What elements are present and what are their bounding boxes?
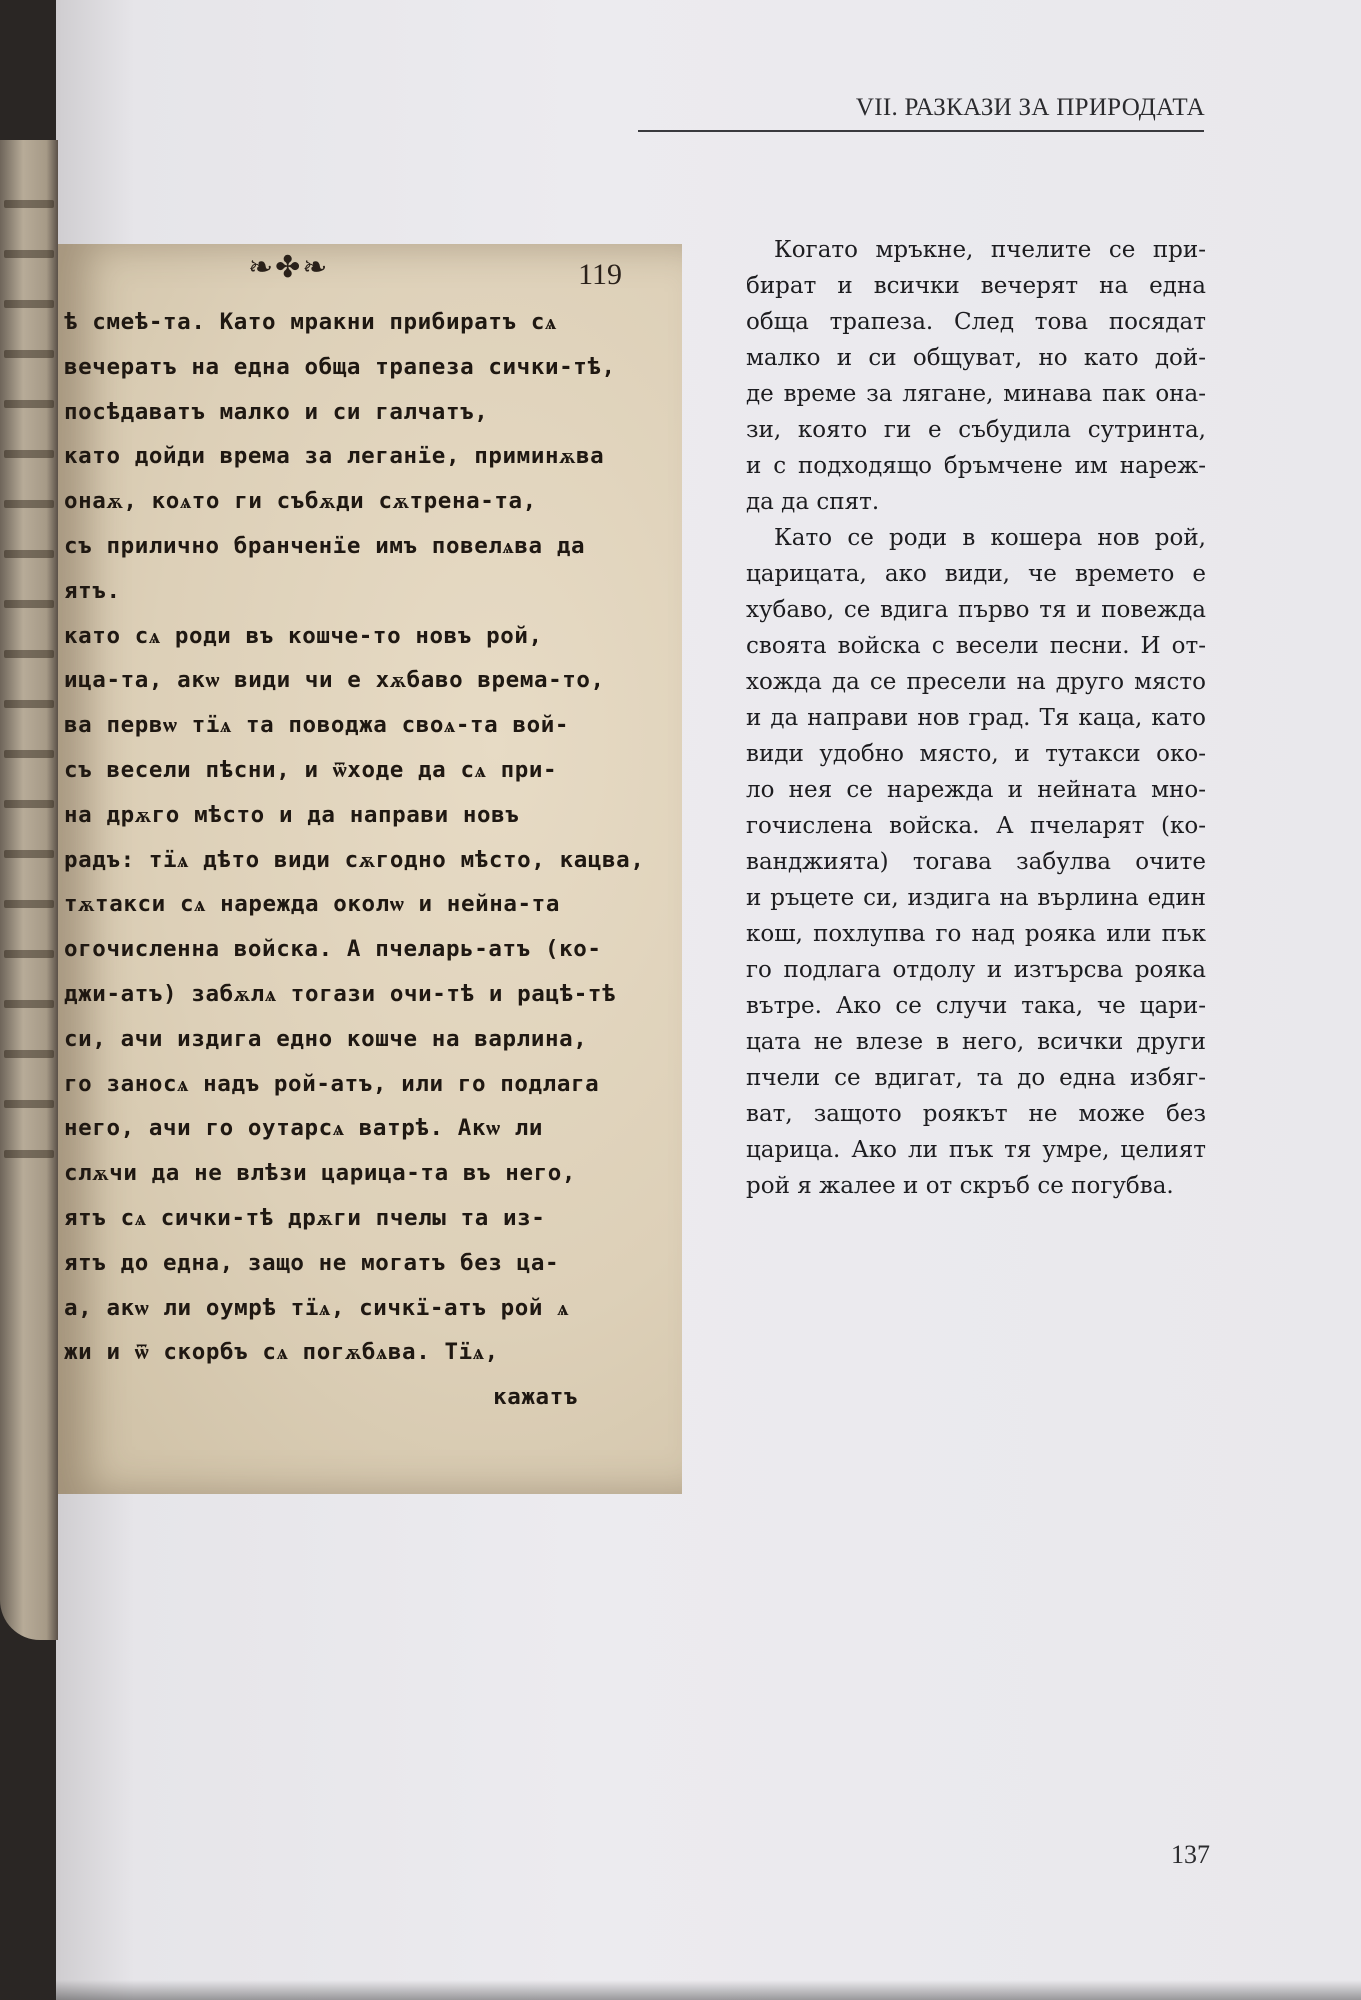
facsimile-line: на дрѫго мѣсто и да направи новъ: [64, 801, 520, 828]
text-line: и да направи нов град. Тя каца, като: [746, 705, 1206, 731]
facsimile-line: съ весели пѣсни, и ѿходе да сѧ при-: [64, 756, 558, 783]
text-line: и ръцете си, издига на върлина един: [746, 885, 1206, 911]
facsimile-page-number: 119: [578, 258, 622, 291]
paragraph: [746, 520, 1206, 1204]
text-line: обща трапеза. След това посядат: [746, 309, 1206, 335]
facsimile-line: ятъ до една, защо не могатъ без ца-: [64, 1249, 560, 1276]
text-line: своята войска с весели песни. И от-: [746, 633, 1206, 659]
facing-page-edge: [0, 140, 58, 1640]
facsimile-line: като сѧ роди въ кошче-то новъ рой,: [64, 622, 543, 649]
text-line: да да спят.: [746, 489, 880, 515]
text-line: хожда да се пресели на друго място: [746, 669, 1206, 695]
text-line: ло нея се нарежда и нейната мно-: [746, 777, 1206, 803]
text-line: зи, която ги е събудила сутринта,: [746, 417, 1206, 443]
header-rule: [638, 130, 1204, 132]
text-line: хубаво, се вдига първо тя и повежда: [746, 597, 1206, 623]
text-line: ванджията) тогава забулва очите: [746, 849, 1206, 875]
text-line: вътре. Ако се случи така, че цари-: [746, 993, 1206, 1019]
body-text: [746, 232, 1206, 1204]
facsimile-line: ва первѡ тїѧ та поводжа своѧ-та вой-: [64, 712, 570, 739]
facsimile-text: [64, 300, 668, 1420]
ornament-icon: ❧✤❧: [248, 250, 330, 285]
facsimile-line: тѫтакси сѧ нарежда околѡ и нейна-та: [64, 891, 560, 918]
facsimile-line: радъ: тїѧ дѣто види сѫгодно мѣсто, кацва,: [64, 846, 645, 873]
text-line: го подлага отдолу и изтърсва рояка: [746, 957, 1206, 983]
facsimile-line: си, ачи издига едно кошче на варлина,: [64, 1025, 588, 1052]
text-line: и с подходящо бръмчене им нареж-: [746, 453, 1206, 479]
text-line: пчели се вдигат, та до една избяг-: [746, 1065, 1206, 1091]
running-head: VII. РАЗКАЗИ ЗА ПРИРОДАТА: [855, 94, 1205, 121]
text-line: кош, похлупва го над рояка или пък: [746, 921, 1206, 947]
text-line: царица. Ако ли пък тя умре, целият: [746, 1137, 1206, 1163]
facsimile-line: ица-та, акѡ види чи е хѫбаво врема-то,: [64, 667, 605, 694]
facsimile-image: [58, 244, 682, 1494]
facsimile-line: огочисленна войска. А пчеларь-атъ (ко-: [64, 936, 602, 963]
facsimile-line: като дойди врема за леганїе, приминѫва: [64, 443, 605, 470]
facsimile-line: онаѫ, коѧто ги събѫди сѫтрена-та,: [64, 488, 537, 515]
facsimile-line: кажатъ: [493, 1384, 578, 1411]
text-line: рой я жалее и от скръб се погубва.: [746, 1173, 1174, 1199]
facsimile-line: ятъ.: [64, 577, 121, 604]
facsimile-line: него, ачи го оутарсѧ ватрѣ. Акѡ ли: [64, 1115, 544, 1142]
text-line: де време за лягане, минава пак она-: [746, 381, 1206, 407]
text-line: малко и си общуват, но като дой-: [746, 345, 1206, 371]
text-line: бират и всички вечерят на една: [746, 273, 1206, 299]
page-number: 137: [1171, 1840, 1210, 1869]
facsimile-line: ѣ смеѣ-та. Като мракни прибиратъ сѧ: [64, 309, 557, 335]
page-bottom-shadow: [56, 1980, 1361, 2000]
text-line: ват, защото роякът не може без: [746, 1101, 1206, 1127]
text-line: гочислена войска. А пчеларят (ко-: [746, 813, 1206, 839]
facsimile-line: а, акѡ ли оумрѣ тїѧ, сичкї-атъ рой ѧ: [64, 1294, 570, 1321]
facsimile-line: ятъ сѧ сички-тѣ дрѫги пчелы та из-: [64, 1204, 546, 1231]
facsimile-line: вечератъ на една обща трапеза сички-тѣ,: [64, 353, 616, 380]
text-line: Когато мръкне, пчелите се при-: [774, 237, 1206, 263]
text-line: види удобно място, и тутакси око-: [746, 741, 1206, 767]
facsimile-line: го заносѧ надъ рой-атъ, или го подлага: [64, 1070, 600, 1097]
facsimile-line: жи и ѿ скорбъ сѧ погѫбѧва. Тїѧ,: [64, 1339, 499, 1366]
facsimile-line: посѣдаватъ малко и си галчатъ,: [64, 398, 489, 425]
facsimile-line: слѫчи да не влѣзи царица-та въ него,: [64, 1160, 577, 1187]
facsimile-line: джи-атъ) забѫлѧ тогази очи-тѣ и рацѣ-тѣ: [64, 980, 617, 1007]
text-line: цата не влезе в него, всички други: [746, 1029, 1206, 1055]
text-line: царицата, ако види, че времето е: [746, 561, 1206, 587]
paragraph: [746, 232, 1206, 520]
text-line: Като се роди в кошера нов рой,: [774, 525, 1206, 551]
facsimile-line: съ прилично бранченїе имъ повелѧва да: [64, 532, 586, 559]
